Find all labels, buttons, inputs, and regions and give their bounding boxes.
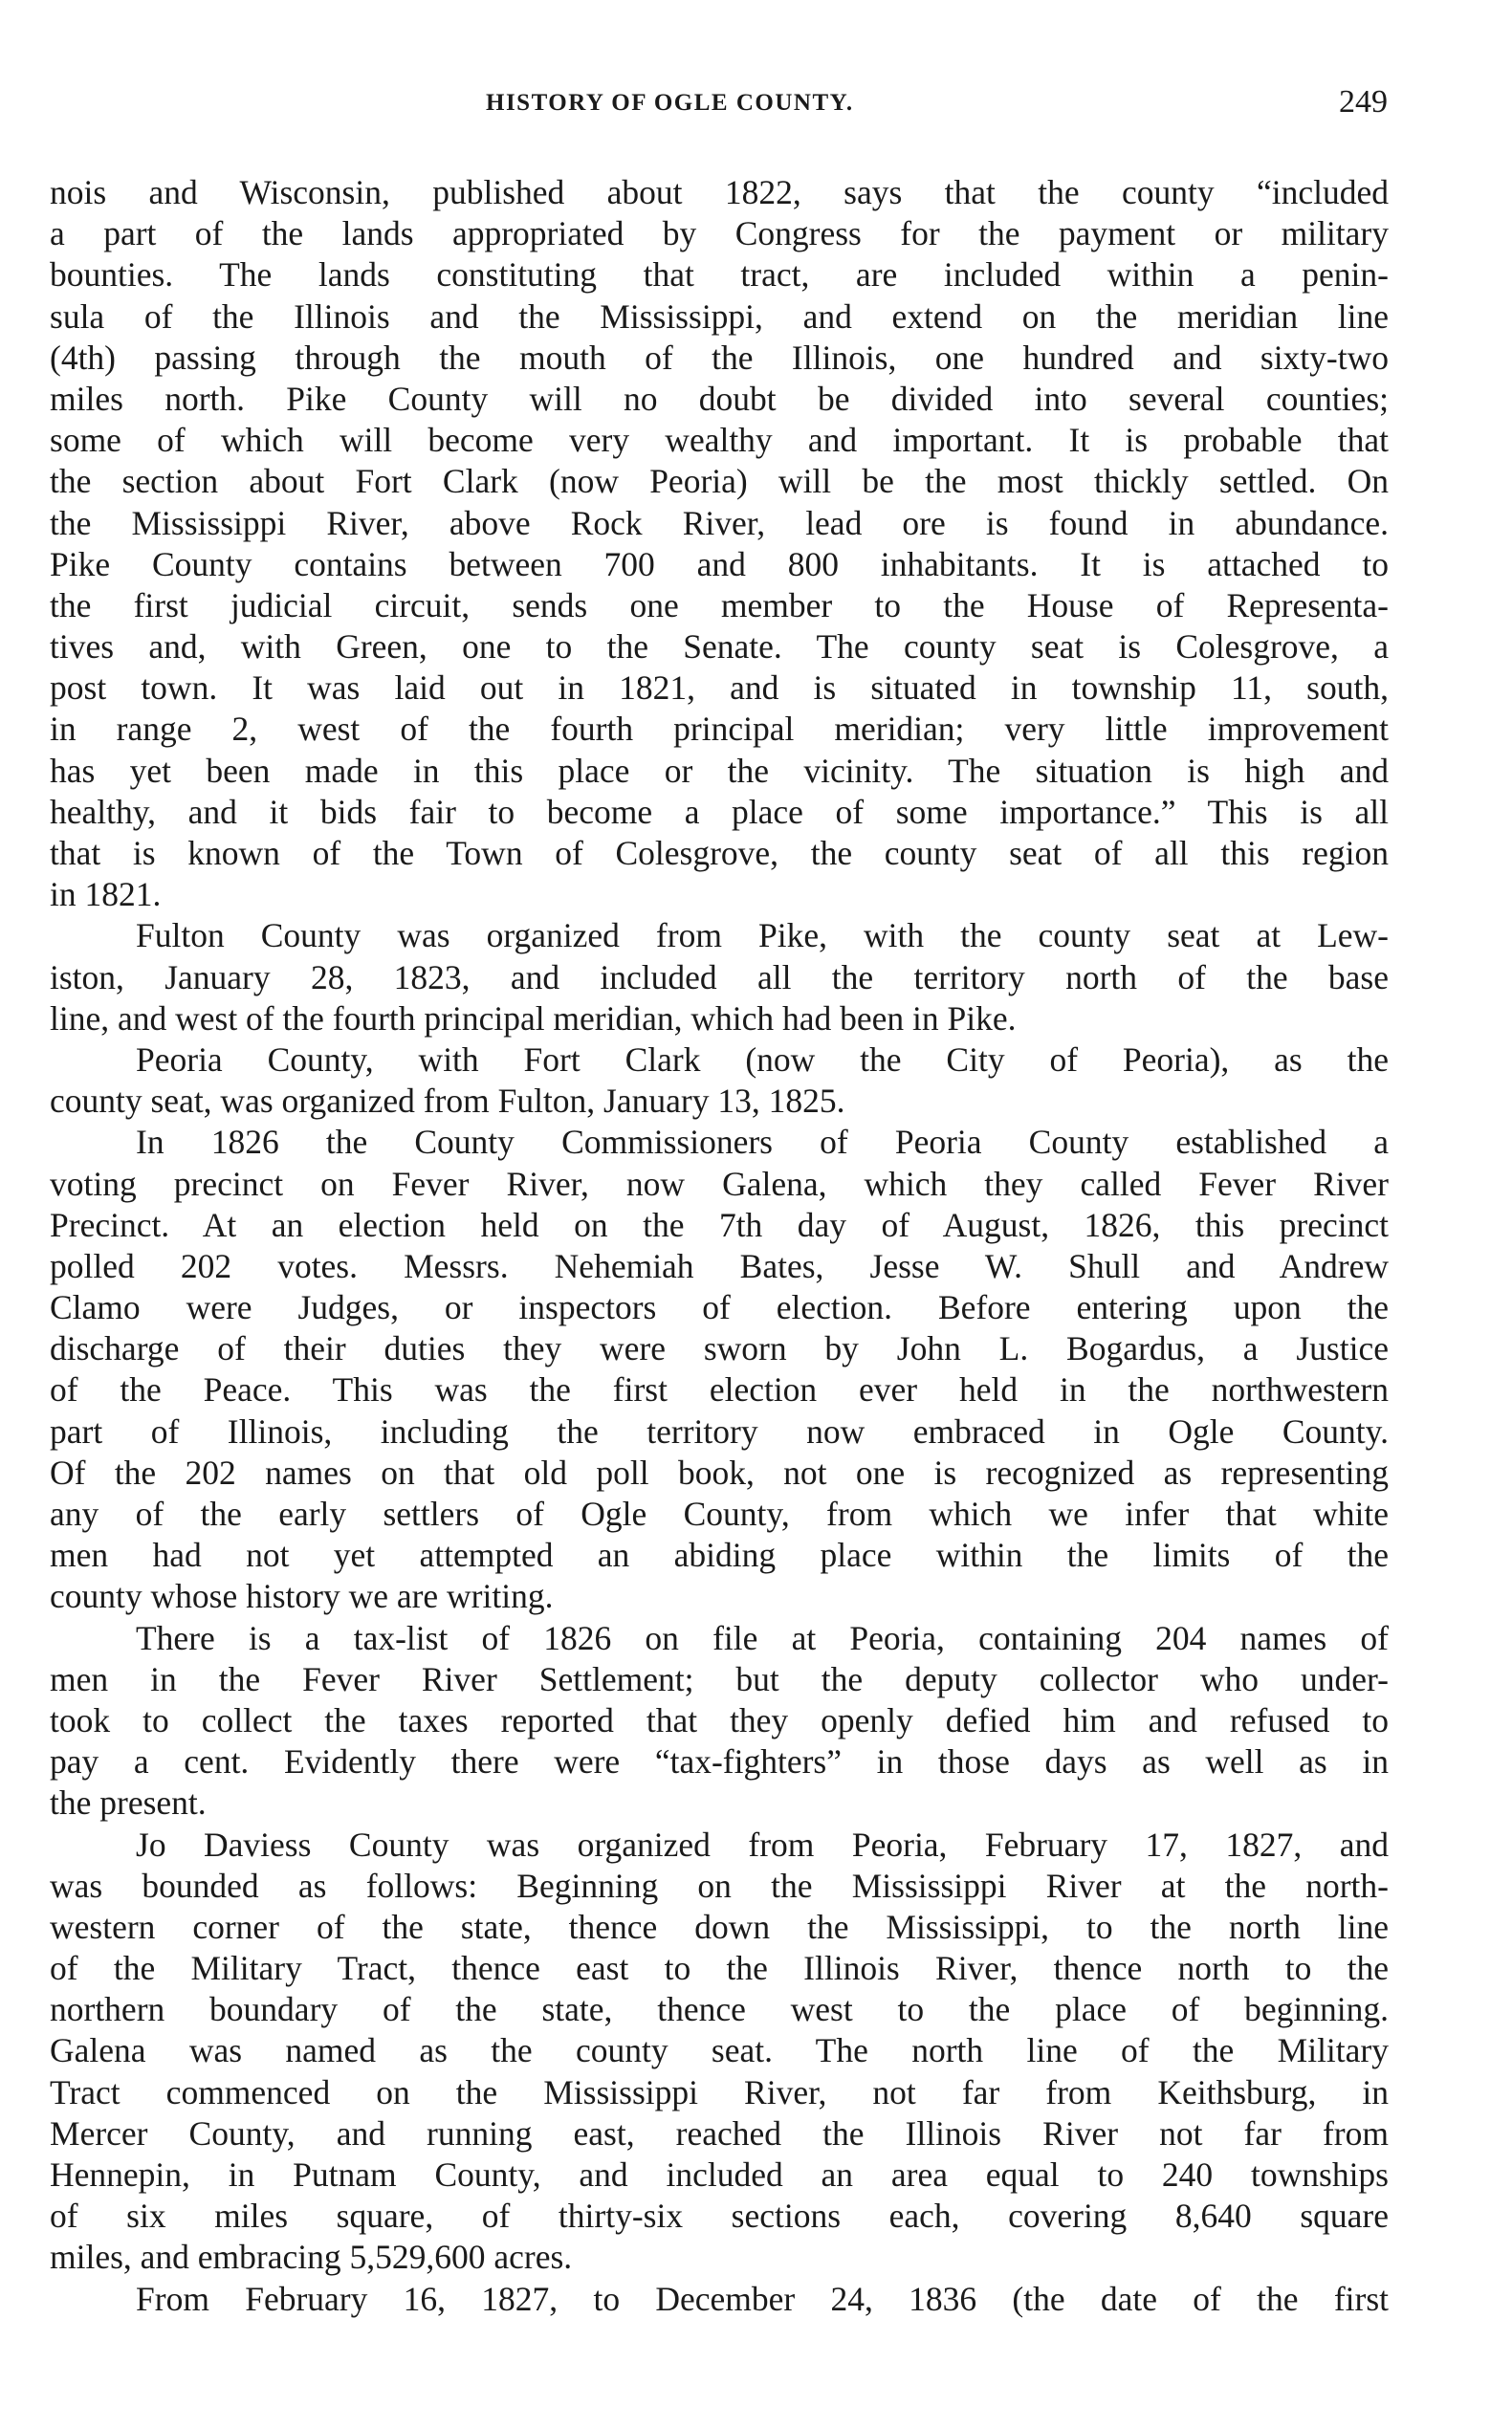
text-line: pay a cent. Evidently there were “tax-fighters” in those days as well as in [50,1742,1389,1782]
text-line: Clamo were Judges, or inspectors of election. Before entering upon the [50,1288,1389,1327]
running-head [0,84,1512,126]
text-line: discharge of their duties they were sworn by John L. Bogardus, a Justice [50,1329,1389,1368]
text-line: county whose history we are writing. [50,1577,554,1616]
text-line: northern boundary of the state, thence west to the place of beginning. [50,1990,1389,2029]
text-line: polled 202 votes. Messrs. Nehemiah Bates, Jesse W. Shull and Andrew [50,1246,1389,1285]
text-line: Tract commenced on the Mississippi River, not far from Keithsburg, in [50,2072,1389,2111]
text-line: part of Illinois, including the territory now embraced in Ogle County. [50,1411,1389,1451]
text-line: miles, and embracing 5,529,600 acres. [50,2238,573,2277]
text-line: nois and Wisconsin, published about 1822, says that the county “included [50,173,1389,211]
text-line: tives and, with Green, one to the Senate. The county seat is Colesgrove, a [50,627,1389,667]
text-line: in range 2, west of the fourth principal meridian; very little improvement [50,710,1389,749]
text-line: the present. [50,1783,207,1823]
text-line: some of which will become very wealthy and important. It is probable that [50,421,1389,460]
text-line: Galena was named as the county seat. The north line of the Military [50,2031,1389,2070]
text-line: county seat, was organized from Fulton, January 13, 1825. [50,1082,845,1121]
text-line: any of the early settlers of Ogle County, from which we infer that white [50,1495,1389,1533]
text-line: There is a tax-list of 1826 on file at Peoria, containing 204 names of [136,1618,1389,1657]
text-line: post town. It was laid out in 1821, and is situated in township 11, south, [50,668,1389,708]
text-line: Precinct. At an election held on the 7th day of August, 1826, this precinct [50,1205,1389,1244]
text-line: Pike County contains between 700 and 800 inhabitants. It is attached to [50,544,1389,583]
text-line: healthy, and it bids fair to become a place of some importance.” This is all [50,792,1389,831]
text-line: iston, January 28, 1823, and included all the territory north of the base [50,957,1389,996]
text-line: a part of the lands appropriated by Congress for the payment or military [50,214,1389,253]
text-line: Hennepin, in Putnam County, and included an area equal to 240 townships [50,2155,1389,2194]
text-line: bounties. The lands constituting that tract, are included within a penin- [50,255,1389,295]
text-line: Of the 202 names on that old poll book, not one is recognized as representing [50,1453,1389,1492]
text-line: has yet been made in this place or the vicinity. The situation is high and [50,751,1389,790]
text-line: Mercer County, and running east, reached the Illinois River not far from [50,2113,1389,2153]
text-line: of the Military Tract, thence east to the Illinois River, thence north to the [50,1949,1389,1988]
text-line: men had not yet attempted an abiding place within the limits of the [50,1536,1389,1575]
text-line: Jo Daviess County was organized from Peoria, February 17, 1827, and [136,1825,1389,1864]
text-line: took to collect the taxes reported that they openly defied him and refused to [50,1700,1389,1739]
text-line: western corner of the state, thence down the Mississippi, to the north line [50,1907,1389,1946]
text-line: Fulton County was organized from Pike, with the county seat at Lew- [136,916,1389,955]
body-text [50,172,1389,2372]
text-line: Peoria County, with Fort Clark (now the City of Peoria), as the [136,1039,1389,1079]
text-line: miles north. Pike County will no doubt be divided into several counties; [50,379,1389,418]
page-number: 249 [1339,84,1388,120]
text-line: of the Peace. This was the first election ever held in the northwestern [50,1370,1389,1410]
text-line: the first judicial circuit, sends one member to the House of Representa- [50,585,1389,624]
text-line: the Mississippi River, above Rock River, lead ore is found in abundance. [50,503,1389,542]
text-line: voting precinct on Fever River, now Galena, which they called Fever River [50,1164,1389,1203]
text-line: of six miles square, of thirty-six sections each, covering 8,640 square [50,2197,1389,2236]
text-line: From February 16, 1827, to December 24, 1836 (the date of the first [136,2279,1389,2318]
text-line: in 1821. [50,875,162,914]
text-line: was bounded as follows: Beginning on the Mississippi River at the north- [50,1866,1389,1905]
text-line: the section about Fort Clark (now Peoria) will be the most thickly settled. On [50,462,1389,501]
text-line: line, and west of the fourth principal meridian, which had been in Pike. [50,998,1017,1038]
running-title: HISTORY OF OGLE COUNTY. [486,90,854,116]
text-line: sula of the Illinois and the Mississippi, and extend on the meridian line [50,296,1389,336]
text-line: that is known of the Town of Colesgrove, the county seat of all this region [50,834,1389,872]
text-line: (4th) passing through the mouth of the Illinois, one hundred and sixty-two [50,338,1389,377]
text-line: men in the Fever River Settlement; but the deputy collector who under- [50,1659,1389,1698]
text-line: In 1826 the County Commissioners of Peoria County established a [136,1123,1389,1162]
